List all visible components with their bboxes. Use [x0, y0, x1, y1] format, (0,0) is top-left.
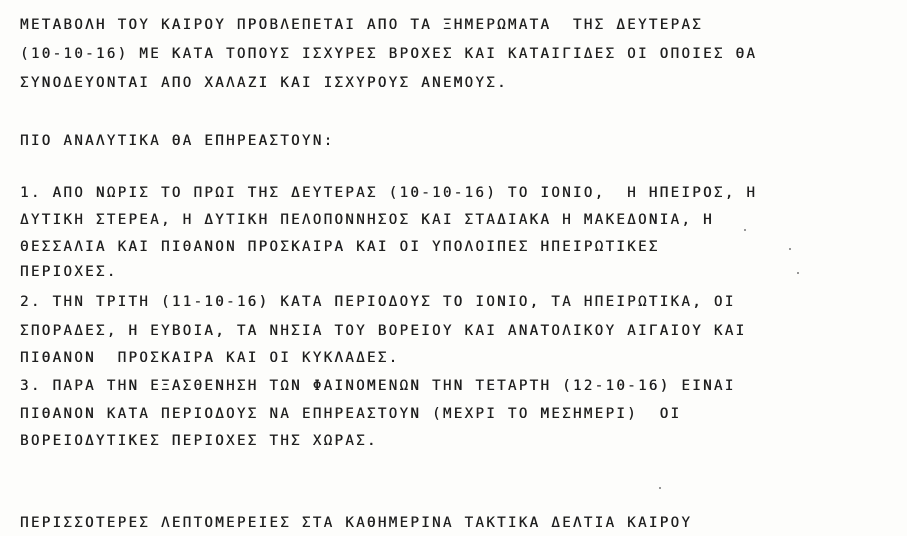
- list-line-9: ΠΙΘΑΝΟΝ ΚΑΤΑ ΠΕΡΙΟΔΟΥΣ ΝΑ ΕΠΗΡΕΑΣΤΟΥΝ (ΜΕΧΡΙ ΤΟ ΜΕΣΗΜΕΡΙ) ΟΙ: [20, 406, 682, 422]
- scan-speck: [744, 229, 746, 231]
- list-line-3: ΘΕΣΣΑΛΙΑ ΚΑΙ ΠΙΘΑΝΟΝ ΠΡΟΣΚΑΙΡΑ ΚΑΙ ΟΙ ΥΠΟΛΟΙΠΕΣ ΗΠΕΙΡΩΤΙΚΕΣ: [20, 239, 660, 255]
- list-line-5: 2. ΤΗΝ ΤΡΙΤΗ (11-10-16) ΚΑΤΑ ΠΕΡΙΟΔΟΥΣ ΤΟ ΙΟΝΙΟ, ΤΑ ΗΠΕΙΡΩΤΙΚΑ, ΟΙ: [20, 294, 736, 310]
- paragraph-line-3: ΣΥΝΟΔΕΥΟΝΤΑΙ ΑΠΟ ΧΑΛΑΖΙ ΚΑΙ ΙΣΧΥΡΟΥΣ ΑΝΕΜΟΥΣ.: [20, 75, 508, 91]
- list-line-1: 1. ΑΠΟ ΝΩΡΙΣ ΤΟ ΠΡΩΙ ΤΗΣ ΔΕΥΤΕΡΑΣ (10-10-16) ΤΟ ΙΟΝΙΟ, Η ΗΠΕΙΡΟΣ, Η: [20, 185, 758, 201]
- list-line-4: ΠΕΡΙΟΧΕΣ.: [20, 264, 118, 280]
- list-line-7: ΠΙΘΑΝΟΝ ΠΡΟΣΚΑΙΡΑ ΚΑΙ ΟΙ ΚΥΚΛΑΔΕΣ.: [20, 350, 400, 366]
- paragraph-line-2: (10-10-16) ΜΕ ΚΑΤΑ ΤΟΠΟΥΣ ΙΣΧΥΡΕΣ ΒΡΟΧΕΣ ΚΑΙ ΚΑΤΑΙΓΙΔΕΣ ΟΙ ΟΠΟΙΕΣ ΘΑ: [20, 46, 758, 62]
- scan-speck: [789, 248, 791, 250]
- scan-speck: [659, 487, 661, 489]
- scan-speck: [797, 272, 799, 274]
- list-line-10: ΒΟΡΕΙΟΔΥΤΙΚΕΣ ΠΕΡΙΟΧΕΣ ΤΗΣ ΧΩΡΑΣ.: [20, 433, 378, 449]
- footer-note: ΠΕΡΙΣΣΟΤΕΡΕΣ ΛΕΠΤΟΜΕΡΕΙΕΣ ΣΤΑ ΚΑΘΗΜΕΡΙΝΑ ΤΑΚΤΙΚΑ ΔΕΛΤΙΑ ΚΑΙΡΟΥ: [20, 515, 693, 531]
- section-heading: ΠΙΟ ΑΝΑΛΥΤΙΚΑ ΘΑ ΕΠΗΡΕΑΣΤΟΥΝ:: [20, 133, 335, 149]
- paragraph-line-1: ΜΕΤΑΒΟΛΗ ΤΟΥ ΚΑΙΡΟΥ ΠΡΟΒΛΕΠΕΤΑΙ ΑΠΟ ΤΑ ΞΗΜΕΡΩΜΑΤΑ ΤΗΣ ΔΕΥΤΕΡΑΣ: [20, 17, 704, 33]
- list-line-6: ΣΠΟΡΑΔΕΣ, Η ΕΥΒΟΙΑ, ΤΑ ΝΗΣΙΑ ΤΟΥ ΒΟΡΕΙΟΥ ΚΑΙ ΑΝΑΤΟΛΙΚΟΥ ΑΙΓΑΙΟΥ ΚΑΙ: [20, 323, 747, 339]
- list-line-2: ΔΥΤΙΚΗ ΣΤΕΡΕΑ, Η ΔΥΤΙΚΗ ΠΕΛΟΠΟΝΝΗΣΟΣ ΚΑΙ ΣΤΑΔΙΑΚΑ Η ΜΑΚΕΔΟΝΙΑ, Η: [20, 212, 714, 228]
- list-line-8: 3. ΠΑΡΑ ΤΗΝ ΕΞΑΣΘΕΝΗΣΗ ΤΩΝ ΦΑΙΝΟΜΕΝΩΝ ΤΗΝ ΤΕΤΑΡΤΗ (12-10-16) ΕΙΝΑΙ: [20, 378, 736, 394]
